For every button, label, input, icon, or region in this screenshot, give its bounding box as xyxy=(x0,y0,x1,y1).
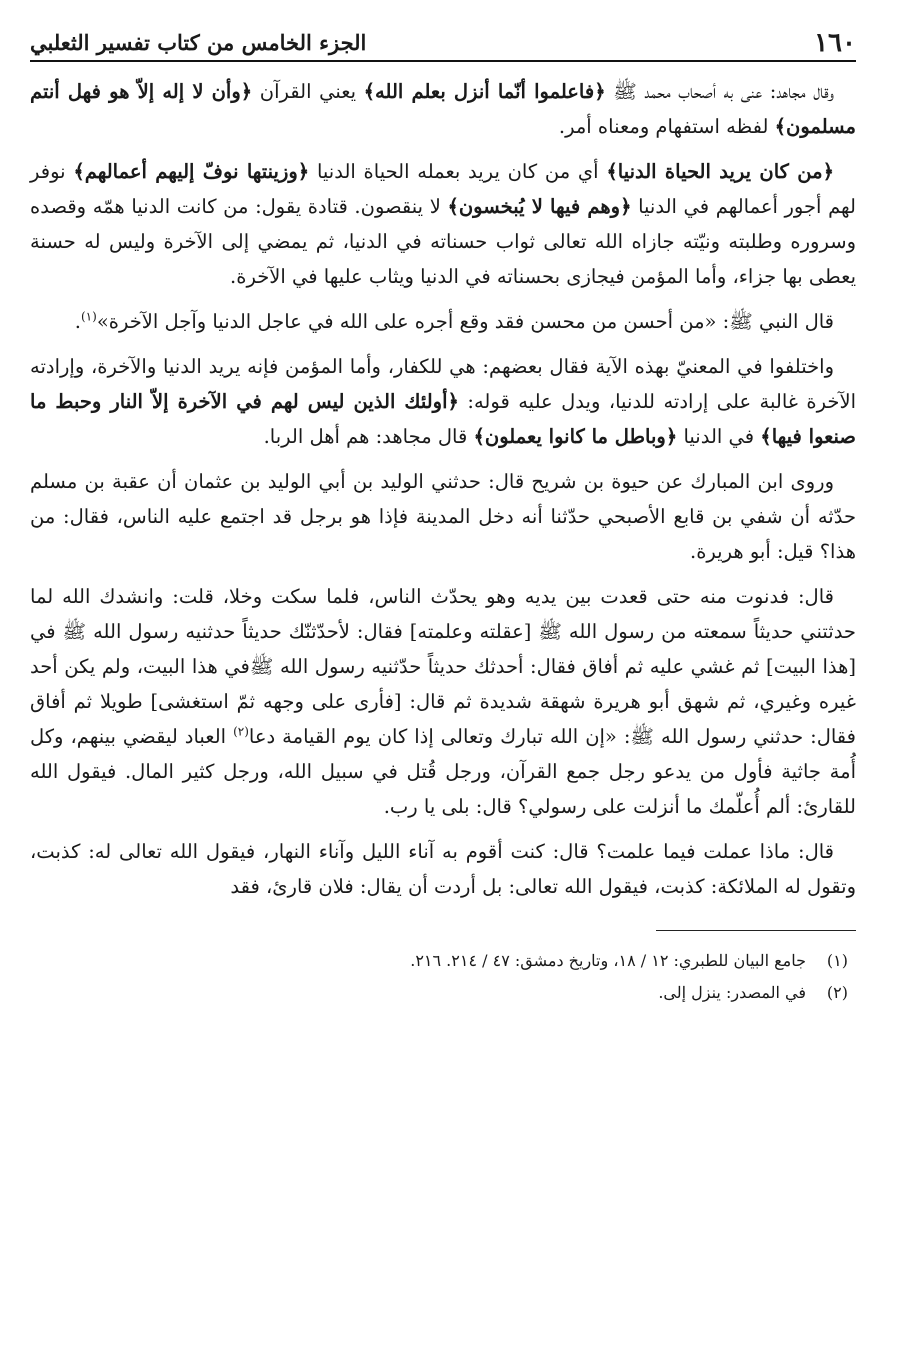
text-run: لفظه استفهام ومعناه أمر. xyxy=(558,115,775,138)
text-run: في الدنيا xyxy=(677,425,761,448)
footnote xyxy=(30,945,848,977)
text-run: العباد ليقضي بينهم، وكل أُمة جاثية فأول من يدعو رجل جمع القرآن، ورجل قُتل في سبيل الله، ورجل كثير المال. فيقول الله للقارئ: ألم أُعلّمك ما أنزلت على رسولي؟ قال: بلى يا رب. xyxy=(30,725,856,818)
quran-quote: ﴿أولئك الذين ليس لهم في الآخرة إلاّ النار وحبط ما صنعوا فيها﴾ xyxy=(30,390,856,448)
paragraph xyxy=(30,579,856,824)
footnote-ref: (١) xyxy=(80,309,97,324)
text-run: يعني القرآن xyxy=(252,80,364,103)
paragraph xyxy=(30,304,856,339)
footnote-number: (٢) xyxy=(826,983,848,1002)
book-page xyxy=(30,22,856,1342)
footnote-number: (١) xyxy=(826,951,848,970)
text-run: قال النبي ﷺ: «من أحسن من محسن فقد وقع أجره على الله في عاجل الدنيا وآجل الآخرة» xyxy=(96,310,834,333)
quran-quote: ﴿وزينتها نوفّ إليهم أعمالهم﴾ xyxy=(73,160,310,183)
text-run: قال: ماذا عملت فيما علمت؟ قال: كنت أقوم به آناء الليل وآناء النهار، فيقول الله تعالى له: كذبت، وتقول له الملائكة: كذبت، فيقول الله تعالى: بل أردت أن يقال: فلان قارئ، فقد xyxy=(30,840,856,898)
footnote xyxy=(30,977,848,1009)
footnote-text: جامع البيان للطبري: ١٢ / ١٨، وتاريخ دمشق: ٤٧ / ٢١٤. ٢١٦. xyxy=(410,951,806,970)
paragraph xyxy=(30,464,856,569)
paragraph xyxy=(30,74,856,144)
body-text xyxy=(30,74,856,904)
text-run: . xyxy=(74,310,81,333)
footnote-ref: (٢) xyxy=(233,724,249,739)
quran-quote: ﴿وأن لا إله إلاّ هو فهل أنتم مسلمون﴾ xyxy=(30,80,856,138)
text-run: أي من كان يريد بعمله الحياة الدنيا xyxy=(309,160,607,183)
paragraph xyxy=(30,154,856,294)
text-run: قال: فدنوت منه حتى قعدت بين يديه وهو يحدّث الناس، فلما سكت وخلا، قلت: وانشدك الله لما حدثتني حديثاً سمعته من رسول الله ﷺ [عقلته وعلمته] فقال: لأحدّثنّك حديثاً حدثنيه رسول الله ﷺ في [هذا البيت] ثم غشي عليه ثم أفاق فقال: أحدثك حديثاً حدّثنيه رسول الله ﷺفي هذا البيت، ولم يكن أحد غيره وغيري، ثم شهق أبو هريرة شهقة شديدة ثم قال: [فأرى على وجهه ثمّ استغشى] طويلا ثم أفاق فقال: حدثني رسول الله ﷺ: «إن الله تبارك وتعالى إذا كان يوم القيامة دعا xyxy=(30,585,856,748)
footnotes xyxy=(30,945,856,1009)
text-run: واختلفوا في المعنيّ بهذه الآية فقال بعضهم: هي للكفار، وأما المؤمن فإنه يريد الدنيا والآخرة، وإرادته الآخرة غالبة على إرادته للدنيا، ويدل عليه قوله: xyxy=(30,355,856,413)
running-title: الجزء الخامس من كتاب تفسير الثعلبي xyxy=(30,30,367,55)
footnote-separator xyxy=(656,930,856,931)
quran-quote: ﴿فاعلموا أنّما أنزل بعلم الله﴾ xyxy=(363,80,606,103)
quran-quote: ﴿وباطل ما كانوا يعملون﴾ xyxy=(473,425,678,448)
text-run: لا ينقصون. قتادة يقول: من كانت الدنيا همّه وقصده وسروره وطلبته ونيّته جازاه الله تعالى ثواب حسناته في الدنيا، ثم يمضي إلى الآخرة وليس له حسنة يعطى بها جزاء، وأما المؤمن فيجازى بحسناته في الدنيا ويثاب عليها في الآخرة. xyxy=(30,195,856,288)
quran-quote: ﴿وهم فيها لا يُبخسون﴾ xyxy=(447,195,632,218)
header-rule xyxy=(30,60,856,62)
text-run: نوفر لهم أجور أعمالهم في الدنيا xyxy=(30,160,856,218)
page-number: ١٦٠ xyxy=(814,28,856,58)
text-run: قال مجاهد: هم أهل الربا. xyxy=(263,425,474,448)
footnote-text: في المصدر: ينزل إلى. xyxy=(658,983,806,1002)
paragraph xyxy=(30,349,856,454)
quran-quote: ﴿من كان يريد الحياة الدنيا﴾ xyxy=(606,160,835,183)
paragraph xyxy=(30,834,856,904)
text-run: وروى ابن المبارك عن حيوة بن شريح قال: حدثني الوليد بن أبي الوليد بن عثمان أن عقبة بن مسلم حدّثه أن شفي بن قابع الأصبحي حدّثنا أنه دخل المدينة فإذا هو برجل قد اجتمع عليه الناس، فقال: من هذا؟ قيل: أبو هريرة. xyxy=(30,470,856,563)
page-header xyxy=(30,22,856,62)
text-run: وقال مجاهد: عنى به أصحاب محمد ﷺ xyxy=(605,80,835,103)
